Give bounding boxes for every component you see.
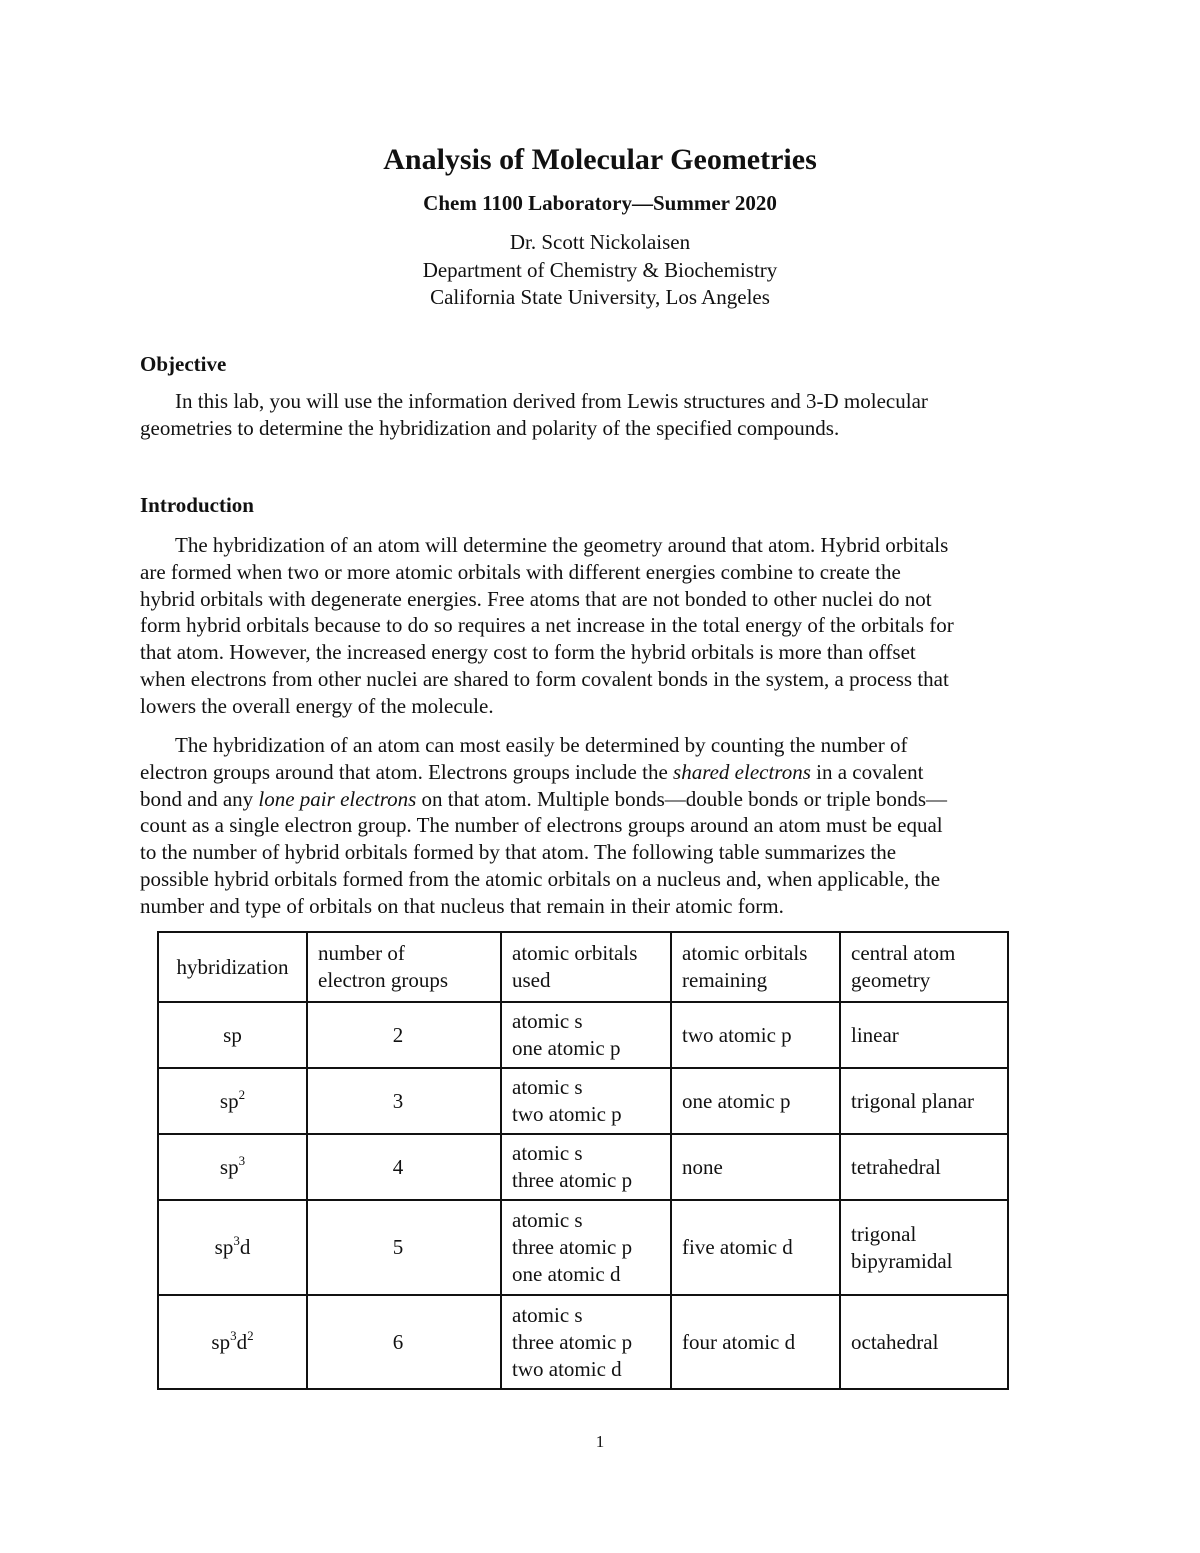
table-row [158,1134,1008,1200]
paragraph-line: The hybridization of an atom can most easily be determined by counting the number of [175,733,908,757]
orbitals-remaining-cell: two atomic p [671,1002,840,1068]
header-line: atomic orbitals [682,941,808,965]
objective-paragraph [140,388,1070,442]
hyb-superscript: 3 [230,1327,237,1343]
paragraph-line: The hybridization of an atom will determine the geometry around that atom. Hybrid orbitals [175,533,949,557]
orbitals-used-cell [501,1200,671,1295]
header-line: geometry [851,968,931,992]
orbitals-used-cell [501,1134,671,1200]
department-name: Department of Chemistry & Biochemistry [422,258,778,282]
introduction-paragraph-1 [140,532,1070,720]
cell-line: two atomic d [512,1356,622,1381]
header-line: atomic orbitals [512,941,638,965]
hybridization-cell [158,1002,307,1068]
cell-line: three atomic p [512,1168,633,1192]
document-subtitle: Chem 1100 Laboratory—Summer 2020 [423,191,777,215]
header-geometry [840,932,1008,1002]
hyb-base: sp [211,1329,231,1354]
electron-groups-cell: 5 [307,1200,501,1295]
geometry-cell [840,1134,1008,1200]
text-run: on that atom. Multiple bonds—double bonds or triple bonds— [416,786,948,811]
cell-line: three atomic p [512,1235,633,1259]
cell-line: one atomic p [512,1036,621,1060]
cell-line: octahedral [851,1329,939,1354]
hyb-superscript: 3 [233,1233,240,1248]
orbitals-used-cell [501,1002,671,1068]
cell-line: bipyramidal [851,1248,953,1273]
paragraph-line: when electrons from other nuclei are shared to form covalent bonds in the system, a process that [140,666,949,691]
paragraph-line [140,786,1070,813]
hybridization-table [157,931,1009,1390]
text-run: in a covalent [810,759,924,784]
hybridization-cell [158,1200,307,1295]
document-title: Analysis of Molecular Geometries [383,143,817,176]
cell-line: two atomic p [512,1102,622,1126]
cell-line: atomic s [512,1141,583,1165]
header-electron-groups [307,932,501,1002]
cell-line: tetrahedral [851,1154,941,1179]
paragraph-line: form hybrid orbitals because to do so requires a net increase in the total energy of the orbitals for [140,613,954,638]
cell-line: one atomic d [512,1262,621,1286]
hyb-superscript: 2 [247,1327,254,1343]
paragraph-line: count as a single electron group. The number of electrons groups around an atom must be equal [140,813,943,838]
objective-heading: Objective [140,352,227,376]
header-line: remaining [682,968,768,992]
orbitals-remaining-cell: one atomic p [671,1068,840,1134]
cell-line: linear [851,1022,899,1047]
hyb-superscript: 3 [238,1152,246,1168]
cell-line: atomic s [512,1302,583,1327]
cell-line: trigonal [851,1221,917,1246]
introduction-paragraph-2 [140,732,1070,920]
orbitals-used-cell [501,1295,671,1389]
header-line: number of [318,941,405,965]
paragraph-line: lowers the overall energy of the molecule. [140,693,494,718]
hyb-mid: d [236,1329,248,1354]
header-orbitals-used [501,932,671,1002]
objective-line: In this lab, you will use the information derived from Lewis structures and 3-D molecular [175,389,928,413]
paragraph-line: possible hybrid orbitals formed from the atomic orbitals on a nucleus and, when applicable, the [140,866,941,891]
hyb-superscript: 2 [238,1086,246,1102]
table-row [158,1068,1008,1134]
geometry-cell [840,1295,1008,1389]
paragraph-line: are formed when two or more atomic orbitals with different energies combine to create the [140,559,901,584]
table-header-row [158,932,1008,1002]
paragraph-line: to the number of hybrid orbitals formed by that atom. The following table summarizes the [140,840,897,865]
introduction-heading: Introduction [140,493,254,517]
header-hybridization: hybridization [158,932,307,1002]
cell-line: three atomic p [512,1329,633,1354]
hybridization-cell [158,1295,307,1389]
orbitals-remaining-cell: five atomic d [671,1200,840,1295]
header-line: used [512,968,551,992]
cell-line: trigonal planar [851,1088,975,1113]
hyb-base: sp [219,1088,239,1113]
hybridization-cell [158,1068,307,1134]
table-row [158,1200,1008,1295]
geometry-cell [840,1002,1008,1068]
table-row [158,1002,1008,1068]
paragraph-line: that atom. However, the increased energy cost to form the hybrid orbitals is more than offset [140,640,916,665]
hyb-base: sp [214,1235,234,1259]
table-row [158,1295,1008,1389]
hyb-base: sp [219,1154,239,1179]
paragraph-line [140,759,1070,786]
geometry-cell [840,1068,1008,1134]
hybridization-cell [158,1134,307,1200]
university-name: California State University, Los Angeles [430,285,770,309]
geometry-cell [840,1200,1008,1295]
header-orbitals-remaining [671,932,840,1002]
objective-line: geometries to determine the hybridization and polarity of the specified compounds. [140,415,840,440]
hyb-mid: d [239,1235,251,1259]
hyb-base: sp [223,1022,242,1047]
text-run: bond and any [140,786,259,811]
electron-groups-cell: 6 [307,1295,501,1389]
author-name: Dr. Scott Nickolaisen [509,230,691,254]
electron-groups-cell: 2 [307,1002,501,1068]
page-number: 1 [595,1432,605,1451]
header-line: electron groups [318,968,449,992]
electron-groups-cell: 4 [307,1134,501,1200]
emphasis-shared-electrons: shared electrons [673,759,811,784]
orbitals-remaining-cell: four atomic d [671,1295,840,1389]
text-run: electron groups around that atom. Electrons groups include the [140,759,674,784]
header-line: central atom [851,941,956,965]
paragraph-line: hybrid orbitals with degenerate energies. Free atoms that are not bonded to other nuclei do not [140,586,932,611]
cell-line: atomic s [512,1208,583,1232]
cell-line: atomic s [512,1075,583,1099]
orbitals-remaining-cell: none [671,1134,840,1200]
cell-line: atomic s [512,1009,583,1033]
emphasis-lone-pair-electrons: lone pair electrons [258,786,417,811]
electron-groups-cell: 3 [307,1068,501,1134]
paragraph-line: number and type of orbitals on that nucleus that remain in their atomic form. [140,893,784,918]
orbitals-used-cell [501,1068,671,1134]
